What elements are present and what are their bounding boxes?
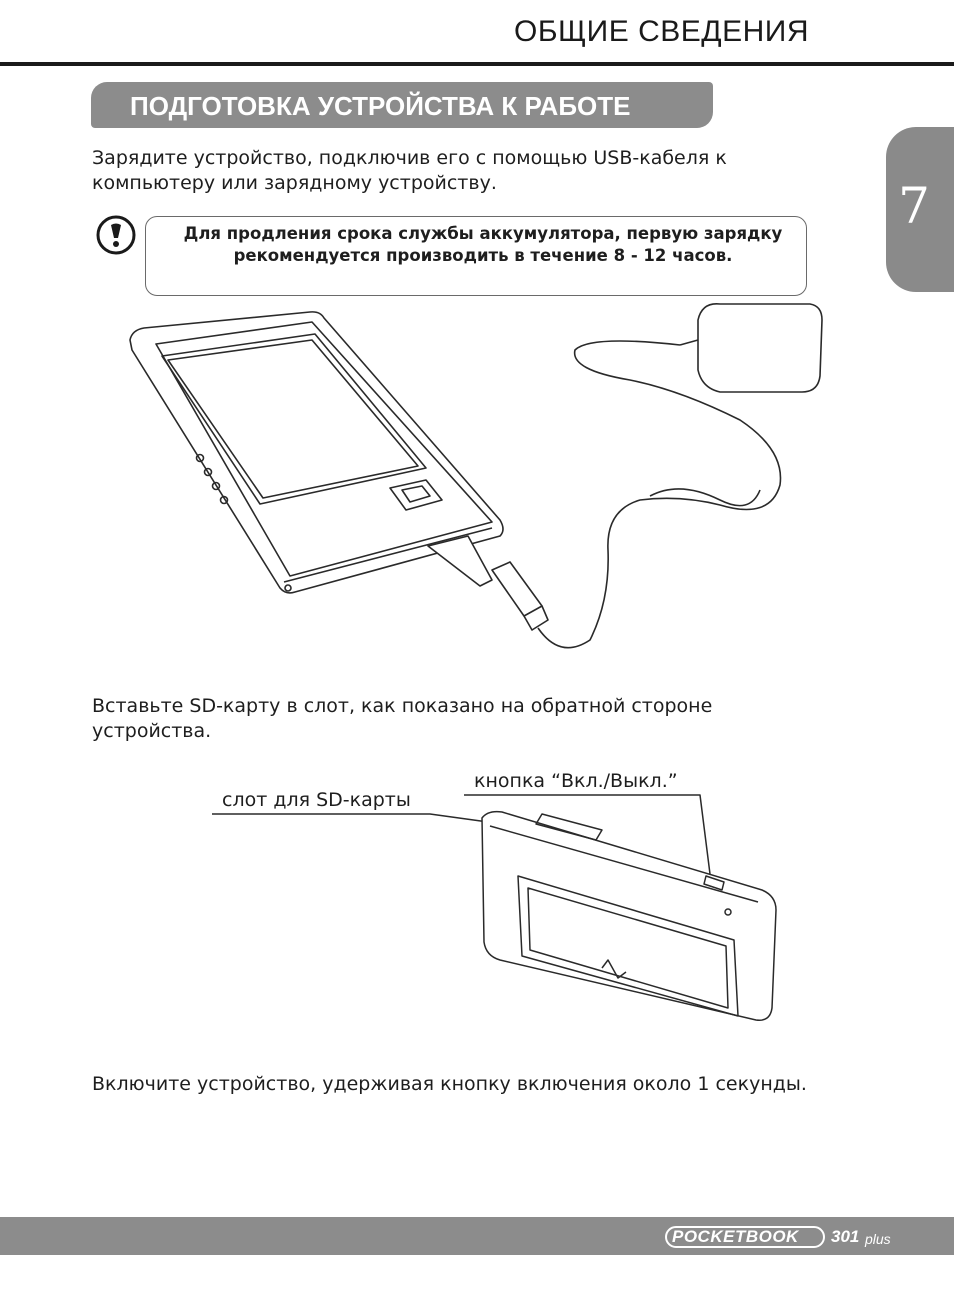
brand-logo: POCKETBOOK: [672, 1227, 799, 1246]
charging-illustration: [120, 300, 840, 660]
paragraph-power-on: Включите устройство, удерживая кнопку включения около 1 секунды.: [92, 1073, 807, 1095]
model-suffix: plus: [865, 1231, 891, 1247]
exclamation-icon: [95, 214, 137, 256]
power-button-label: кнопка “Вкл./Выкл.”: [474, 770, 678, 792]
section-title: ОБЩИЕ СВЕДЕНИЯ: [514, 15, 809, 48]
paragraph-insert-sd: Вставьте SD-карту в слот, как показано на обратной стороне устройства.: [92, 695, 713, 742]
sd-slot-label: слот для SD-карты: [222, 789, 411, 811]
page-number: 7: [898, 177, 930, 235]
back-side-illustration: [210, 790, 790, 1030]
note-text: Для продления срока службы аккумулятора, первую зарядку рекомендуется производить в течение 8 - 12 часов.: [183, 224, 783, 265]
page-heading: ПОДГОТОВКА УСТРОЙСТВА К РАБОТЕ: [130, 91, 631, 121]
header-rule: [0, 62, 954, 66]
paragraph-charge: Зарядите устройство, подключив его с помощью USB-кабеля к компьютеру или зарядному устройству.: [92, 147, 727, 194]
model-number: 301: [831, 1227, 860, 1246]
